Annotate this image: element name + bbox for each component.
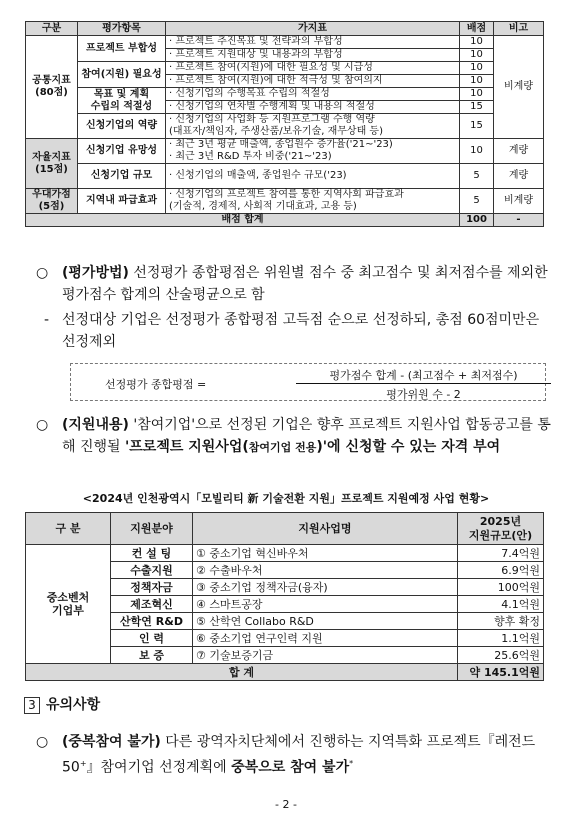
- section-title: 유의사항: [46, 697, 101, 713]
- total-row: [26, 664, 544, 681]
- field-cell: 정책자금: [111, 579, 193, 596]
- program-cell: ⑦ 기술보증기금: [193, 647, 458, 664]
- budget-cell: 4.1억원: [458, 596, 544, 613]
- formula-box: [70, 363, 546, 401]
- category-bonus: 우대가점 (5점): [26, 189, 78, 214]
- note-cell: 계량: [494, 139, 544, 164]
- table-header-row: [26, 22, 544, 36]
- indicator-cell: · 신청기업의 수행목표 수립의 적절성: [166, 88, 460, 101]
- header-field: 지원분야: [111, 513, 193, 545]
- total-budget: 약 145.1억원: [458, 664, 544, 681]
- duplicate-text-2: 』참여기업 선정계획에: [86, 759, 232, 776]
- budget-cell: 1.1억원: [458, 630, 544, 647]
- category-common: 공통지표 (80점): [26, 36, 78, 139]
- header-program: 지원사업명: [193, 513, 458, 545]
- formula-denominator: 평가위원 수 - 2: [386, 388, 461, 401]
- field-cell: 인 력: [111, 630, 193, 647]
- indicator-cell: · 신청기업의 연차별 수행계획 및 내용의 적절성: [166, 101, 460, 114]
- table-row: [26, 545, 544, 562]
- score-cell: 5: [460, 164, 494, 189]
- score-cell: 10: [460, 36, 494, 49]
- page-number: - 2 -: [275, 798, 297, 811]
- program-cell: ⑤ 산학연 Collabo R&D: [193, 613, 458, 630]
- table-row: [26, 164, 544, 189]
- item-scale: 신청기업 규모: [78, 164, 166, 189]
- indicator-cell: · 프로젝트 추진목표 및 전략과의 부합성: [166, 36, 460, 49]
- total-note: -: [494, 214, 544, 227]
- table-row: [26, 189, 544, 214]
- header-budget: 2025년 지원규모(안): [458, 513, 544, 545]
- category-autonomous: 자율지표 (15점): [26, 139, 78, 189]
- table-row: [26, 114, 544, 139]
- method-heading: (평가방법): [62, 265, 129, 281]
- score-cell: 10: [460, 62, 494, 75]
- program-cell: ② 수출바우처: [193, 562, 458, 579]
- score-cell: 10: [460, 139, 494, 164]
- table-row: [26, 139, 544, 164]
- total-label: 합 계: [26, 664, 458, 681]
- fraction-bar: [296, 383, 551, 384]
- item-ripple: 지역내 파급효과: [78, 189, 166, 214]
- plus-sup: +: [79, 759, 87, 768]
- field-cell: 보 증: [111, 647, 193, 664]
- header-division: 구 분: [26, 513, 111, 545]
- evaluation-criteria-table: [25, 21, 544, 227]
- support-text: '참여기업'으로 선정된 기업은 향후 프로젝트 지원사업 합동공고를 통해 진행될: [62, 417, 551, 455]
- support-heading: (지원내용): [62, 417, 129, 433]
- budget-cell: 6.9억원: [458, 562, 544, 579]
- score-cell: 10: [460, 88, 494, 101]
- note-cell: 비계량: [494, 36, 544, 139]
- score-cell: 10: [460, 75, 494, 88]
- formula-lhs: 선정평가 종합평점 =: [105, 378, 207, 391]
- table-header-row: [26, 513, 544, 545]
- item-plan: 목표 및 계획 수립의 적절성: [78, 88, 166, 114]
- method-paragraph: [62, 262, 552, 306]
- duplicate-bold: 중복으로 참여 불가: [231, 759, 350, 776]
- item-fit: 프로젝트 부합성: [78, 36, 166, 62]
- score-cell: 10: [460, 49, 494, 62]
- item-promising: 신청기업 유망성: [78, 139, 166, 164]
- section-heading: [24, 694, 100, 714]
- duplicate-paragraph: [62, 731, 552, 779]
- support-plan-table: [25, 512, 544, 681]
- indicator-cell: · 최근 3년 평균 매출액, 종업원수 증가율('21~'23) · 최근 3년 R&D 투자 비중('21~'23): [166, 139, 460, 164]
- indicator-cell: · 프로젝트 지원대상 및 내용과의 부합성: [166, 49, 460, 62]
- plan-table-title: <2024년 인천광역시「모빌리티 新 기술전환 지원」프로젝트 지원예정 사업 현황>: [82, 492, 490, 505]
- formula-numerator: 평가점수 합계 - (최고점수 + 최저점수): [329, 369, 518, 382]
- ministry-cell: 중소벤처 기업부: [26, 545, 111, 664]
- item-capability: 신청기업의 역량: [78, 114, 166, 139]
- indicator-cell: · 신청기업의 매출액, 종업원수 규모('23): [166, 164, 460, 189]
- total-label: 배점 합계: [26, 214, 460, 227]
- duplicate-heading: (중복참여 불가): [62, 734, 161, 750]
- section-number: 3: [24, 697, 40, 714]
- field-cell: 수출지원: [111, 562, 193, 579]
- header-category: 구분: [26, 22, 78, 36]
- header-score: 배점: [460, 22, 494, 36]
- program-cell: ④ 스마트공장: [193, 596, 458, 613]
- score-cell: 15: [460, 101, 494, 114]
- item-necessity: 참여(지원) 필요성: [78, 62, 166, 88]
- budget-cell: 25.6억원: [458, 647, 544, 664]
- bullet-marker: ○: [36, 417, 49, 433]
- indicator-cell: · 프로젝트 참여(지원)에 대한 필요성 및 시급성: [166, 62, 460, 75]
- program-cell: ③ 중소기업 정책자금(융자): [193, 579, 458, 596]
- table-row: [26, 36, 544, 49]
- header-note: 비고: [494, 22, 544, 36]
- program-cell: ⑥ 중소기업 연구인력 지원: [193, 630, 458, 647]
- bullet-marker: ○: [36, 265, 49, 281]
- field-cell: 산학연 R&D: [111, 613, 193, 630]
- header-item: 평가항목: [78, 22, 166, 36]
- score-cell: 5: [460, 189, 494, 214]
- method-sub-paragraph: 선정대상 기업은 선정평가 종합평점 고득점 순으로 선정하되, 총점 60점미만은 선정제외: [62, 312, 540, 350]
- note-cell: 비계량: [494, 189, 544, 214]
- support-small: 참여기업 전용: [248, 441, 317, 454]
- support-paragraph: [62, 414, 552, 459]
- dash-marker: -: [44, 312, 50, 328]
- table-row: [26, 62, 544, 75]
- duplicate-text: 다른 광역자치단체에서 진행하는 지역특화 프로젝트『레전드 50: [62, 734, 536, 776]
- budget-cell: 향후 확정: [458, 613, 544, 630]
- footnote-star: *: [349, 759, 354, 768]
- indicator-cell: · 프로젝트 참여(지원)에 대한 적극성 및 참여의지: [166, 75, 460, 88]
- header-indicator: 가지표: [166, 22, 460, 36]
- bullet-marker: ○: [36, 734, 49, 750]
- indicator-cell: · 신청기업의 사업화 등 지원프로그램 수행 역량 (대표자/책임자, 주생산품/보유기술, 재무상태 등): [166, 114, 460, 139]
- total-score: 100: [460, 214, 494, 227]
- note-cell: 계량: [494, 164, 544, 189]
- field-cell: 제조혁신: [111, 596, 193, 613]
- budget-cell: 100억원: [458, 579, 544, 596]
- score-cell: 15: [460, 114, 494, 139]
- table-row: [26, 88, 544, 101]
- budget-cell: 7.4억원: [458, 545, 544, 562]
- total-row: [26, 214, 544, 227]
- field-cell: 컨 설 팅: [111, 545, 193, 562]
- method-text: 선정평가 종합평점은 위원별 점수 중 최고점수 및 최저점수를 제외한 평가점수 합계의 산술평균으로 함: [62, 265, 548, 303]
- support-bold-end: )'에 신청할 수 있는 자격 부여: [316, 439, 501, 455]
- support-bold: '프로젝트 지원사업(: [125, 439, 249, 455]
- indicator-cell: · 신청기업의 프로젝트 참여를 통한 지역사회 파급효과 (기술적, 경제적, 사회적 기대효과, 고용 등): [166, 189, 460, 214]
- program-cell: ① 중소기업 혁신바우처: [193, 545, 458, 562]
